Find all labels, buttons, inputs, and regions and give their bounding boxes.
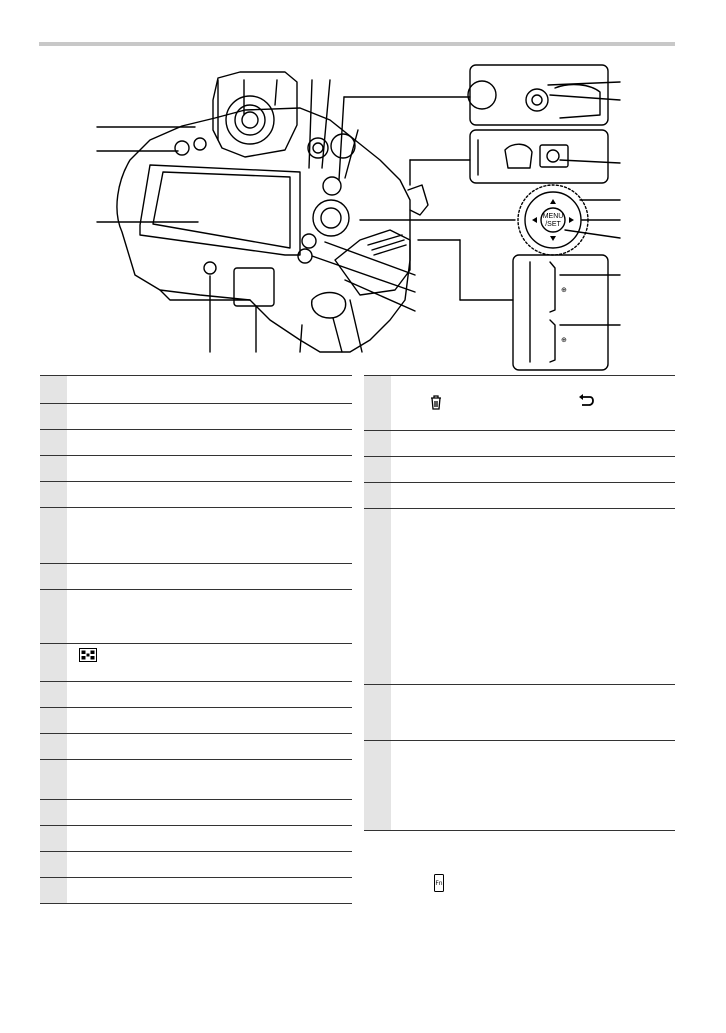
table-row: [40, 456, 352, 482]
table-row: [364, 376, 675, 431]
table-row: [40, 644, 352, 682]
inset-sync: [470, 130, 620, 183]
table-row: [40, 878, 352, 904]
rear-dial-area: [308, 134, 355, 236]
table-row: [40, 430, 352, 456]
af-on-button: [194, 138, 206, 150]
table-row: [40, 800, 352, 826]
card-door: [335, 230, 410, 295]
delete-button: [298, 249, 312, 263]
svg-text:⊕: ⊕: [561, 287, 567, 294]
table-row: [40, 760, 352, 800]
trash-delete-icon: [429, 394, 443, 413]
card-door-lever: [312, 293, 346, 319]
table-row: [40, 852, 352, 878]
right-parts-table: [364, 375, 675, 831]
table-row: [364, 509, 675, 685]
table-row: [40, 376, 352, 404]
table-row: [40, 404, 352, 430]
table-row: [40, 826, 352, 852]
tripod-mount: [204, 262, 216, 274]
svg-text:MENU: MENU: [542, 213, 564, 220]
lvf-button: [175, 141, 189, 155]
table-row: [40, 590, 352, 644]
table-row: [364, 483, 675, 509]
table-row: [364, 457, 675, 483]
inset-card-slots: [513, 255, 620, 370]
header-rule: [39, 42, 675, 46]
return-arrow-icon: [578, 394, 594, 411]
svg-text:/SET: /SET: [545, 221, 561, 228]
table-row: [40, 734, 352, 760]
table-row: [40, 682, 352, 708]
table-row: [40, 564, 352, 590]
svg-text:Fn: Fn: [435, 880, 443, 887]
inset-dial: [518, 185, 620, 255]
table-row: [364, 685, 675, 741]
callout-lines: [97, 80, 515, 352]
table-row: [40, 708, 352, 734]
table-row: [364, 431, 675, 457]
quick-menu-grid-icon: [79, 648, 97, 665]
fn-memo-icon: [434, 874, 444, 897]
table-row: [40, 482, 352, 508]
camera-body: [117, 108, 410, 352]
control-dial: [313, 200, 349, 236]
camera-rear-diagram: [0, 55, 726, 375]
table-row: [40, 508, 352, 564]
left-parts-table: [40, 375, 352, 904]
inset-top: [468, 65, 620, 125]
playback-button: [302, 234, 316, 248]
svg-text:⊕: ⊕: [561, 337, 567, 344]
table-row: [364, 741, 675, 831]
q-menu-button: [323, 177, 341, 195]
rear-monitor: [140, 165, 300, 255]
